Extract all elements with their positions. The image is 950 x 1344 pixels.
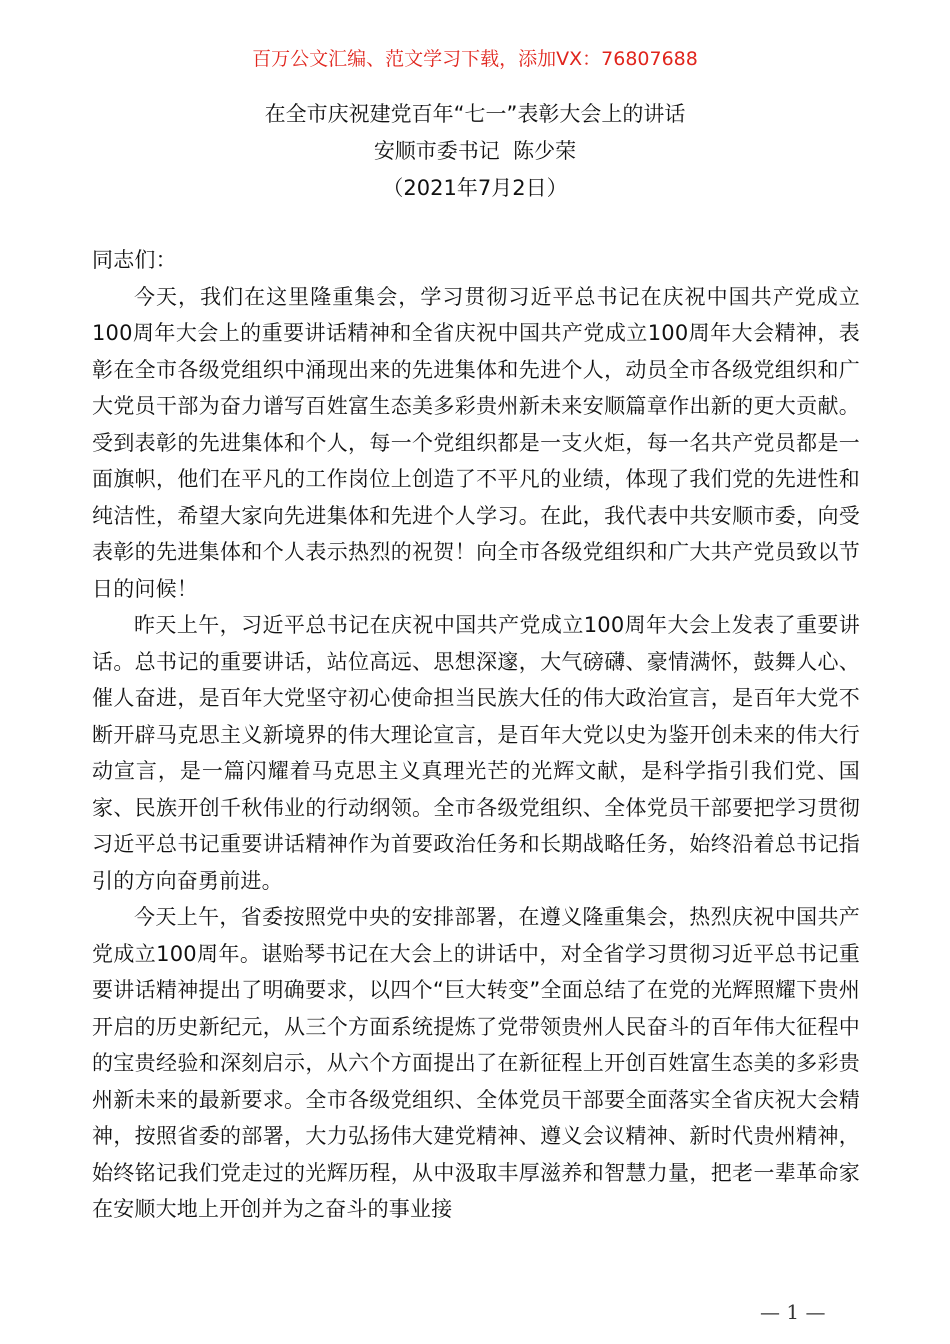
document-title: 在全市庆祝建党百年“七一”表彰大会上的讲话 [264,102,686,126]
header-banner: 百万公文汇编、范文学习下载，添加VX：76807688 [252,48,698,70]
salutation: 同志们： [92,248,177,272]
paragraph-2: 昨天上午，习近平总书记在庆祝中国共产党成立100周年大会上发表了重要讲话。总书记的重要讲话，站位高远、思想深邃，大气磅礴、豪情满怀，鼓舞人心、催人奋进，是百年大党坚守初心使命担当民族大任的伟大政治宣言，是百年大党不断开辟马克思主义新境界的伟大理论宣言，是百年大党以史为鉴开创未来的伟大行动宣言，是一篇闪耀着马克思主义真理光芒的光辉文献，是科学指引我们党、国家、民族开创千秋伟业的行动纲领。全市各级党组织、全体党员干部要把学习贯彻习近平总书记重要讲话精神作为首要政治任务和长期战略任务，始终沿着总书记指引的方向奋勇前进。 [92,613,860,893]
page-number: — 1 — [760,1300,826,1324]
title-block [0,96,950,207]
document-author: 安顺市委书记 陈少荣 [373,139,577,163]
paragraph-1: 今天，我们在这里隆重集会，学习贯彻习近平总书记在庆祝中国共产党成立100周年大会上的重要讲话精神和全省庆祝中国共产党成立100周年大会精神，表彰在全市各级党组织中涌现出来的先进集体和先进个人，动员全市各级党组织和广大党员干部为奋力谱写百姓富生态美多彩贵州新未来安顺篇章作出新的更大贡献。受到表彰的先进集体和个人，每一个党组织都是一支火炬，每一名共产党员都是一面旗帜，他们在平凡的工作岗位上创造了不平凡的业绩，体现了我们党的先进性和纯洁性，希望大家向先进集体和先进个人学习。在此，我代表中共安顺市委，向受表彰的先进集体和个人表示热烈的祝贺！向全市各级党组织和广大共产党员致以节日的问候！ [92,284,860,601]
paragraph-3: 今天上午，省委按照党中央的安排部署，在遵义隆重集会，热烈庆祝中国共产党成立100周年。谌贻琴书记在大会上的讲话中，对全省学习贯彻习近平总书记重要讲话精神提出了明确要求，以四个“巨大转变”全面总结了在党的光辉照耀下贵州开启的历史新纪元，从三个方面系统提炼了党带领贵州人民奋斗的百年伟大征程中的宝贵经验和深刻启示，从六个方面提出了在新征程上开创百姓富生态美的多彩贵州新未来的最新要求。全市各级党组织、全体党员干部要全面落实全省庆祝大会精神，按照省委的部署，大力弘扬伟大建党精神、遵义会议精神、新时代贵州精神，始终铭记我们党走过的光辉历程，从中汲取丰厚滋养和智慧力量，把老一辈革命家在安顺大地上开创并为之奋斗的事业接 [92,905,860,1221]
document-date: （2021年7月2日） [382,176,568,200]
document-body [92,242,860,1228]
